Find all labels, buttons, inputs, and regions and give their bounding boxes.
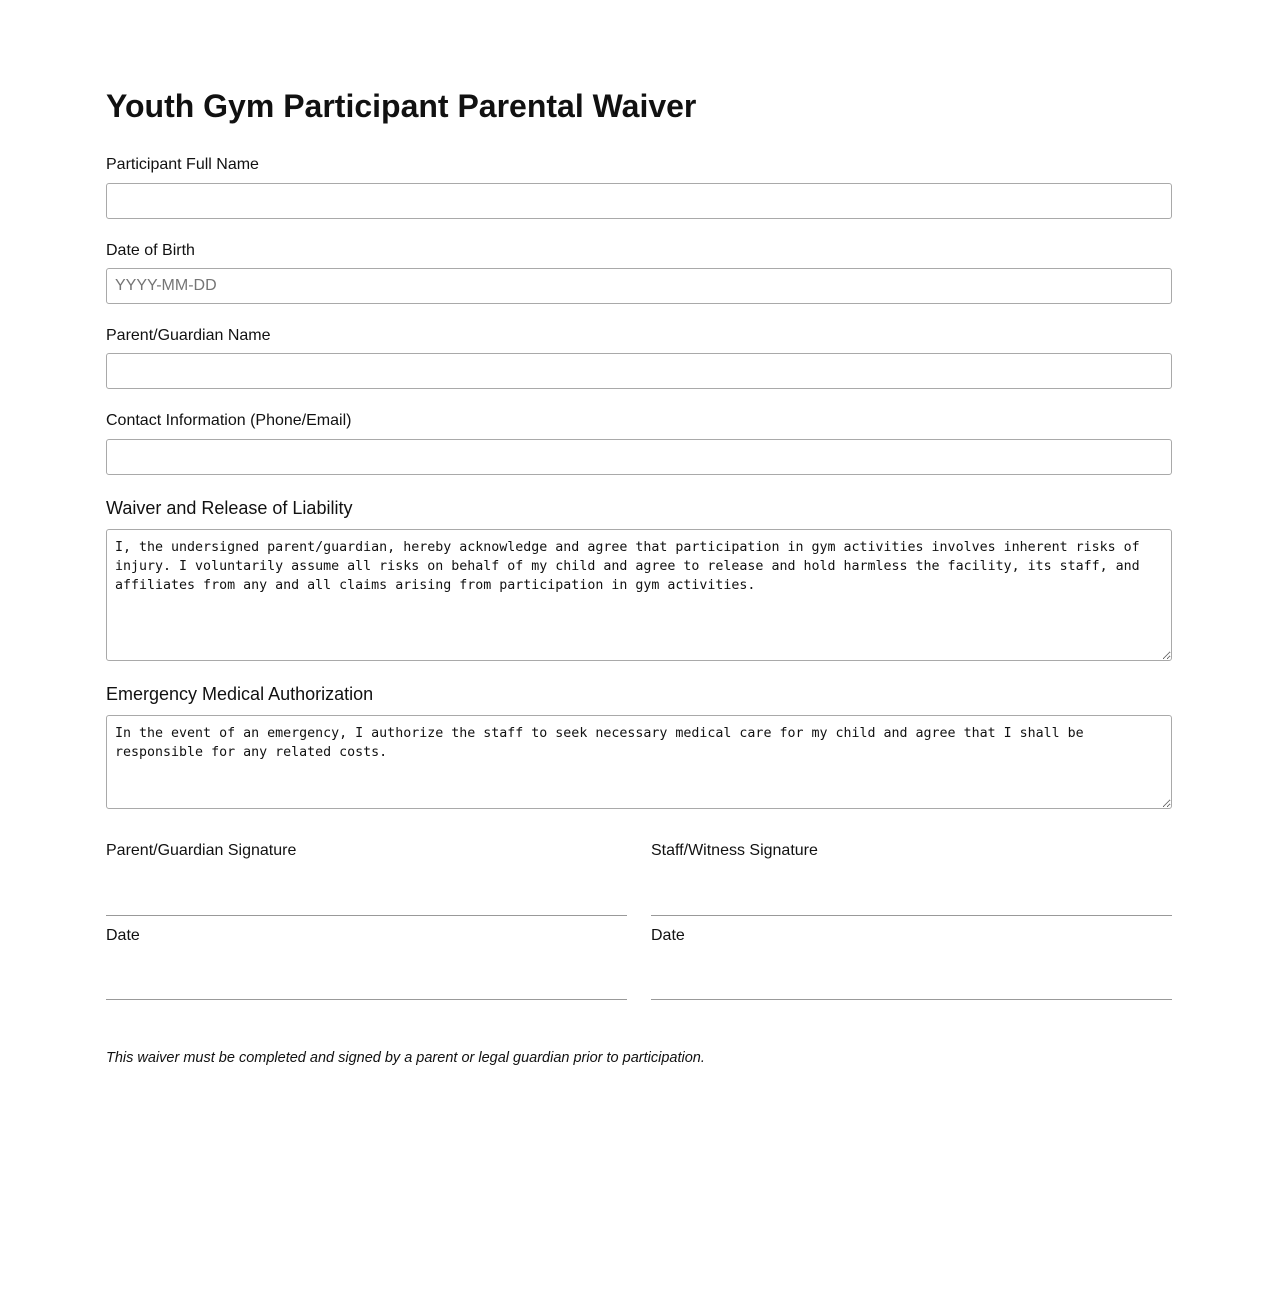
medical-label: Emergency Medical Authorization — [106, 684, 374, 704]
contact-input[interactable] — [106, 439, 1172, 475]
guardian-date-label: Date — [106, 927, 140, 944]
participant-name-input[interactable] — [106, 183, 1172, 219]
dob-label: Date of Birth — [106, 242, 195, 259]
contact-label: Contact Information (Phone/Email) — [106, 412, 352, 429]
page-title: Youth Gym Participant Parental Waiver — [106, 88, 697, 124]
staff-date-line[interactable] — [651, 999, 1172, 1000]
dob-input[interactable] — [106, 268, 1172, 304]
footer-note: This waiver must be completed and signed by a parent or legal guardian prior to participation. — [106, 1050, 705, 1066]
staff-signature-label: Staff/Witness Signature — [651, 842, 818, 859]
guardian-date-line[interactable] — [106, 999, 627, 1000]
guardian-signature-line[interactable] — [106, 915, 627, 916]
staff-signature-line[interactable] — [651, 915, 1172, 916]
participant-name-label: Participant Full Name — [106, 156, 259, 173]
waiver-label: Waiver and Release of Liability — [106, 498, 353, 518]
guardian-name-input[interactable] — [106, 353, 1172, 389]
guardian-signature-label: Parent/Guardian Signature — [106, 842, 297, 859]
waiver-textarea[interactable] — [106, 529, 1172, 661]
guardian-name-label: Parent/Guardian Name — [106, 327, 271, 344]
medical-textarea[interactable] — [106, 715, 1172, 809]
staff-date-label: Date — [651, 927, 685, 944]
